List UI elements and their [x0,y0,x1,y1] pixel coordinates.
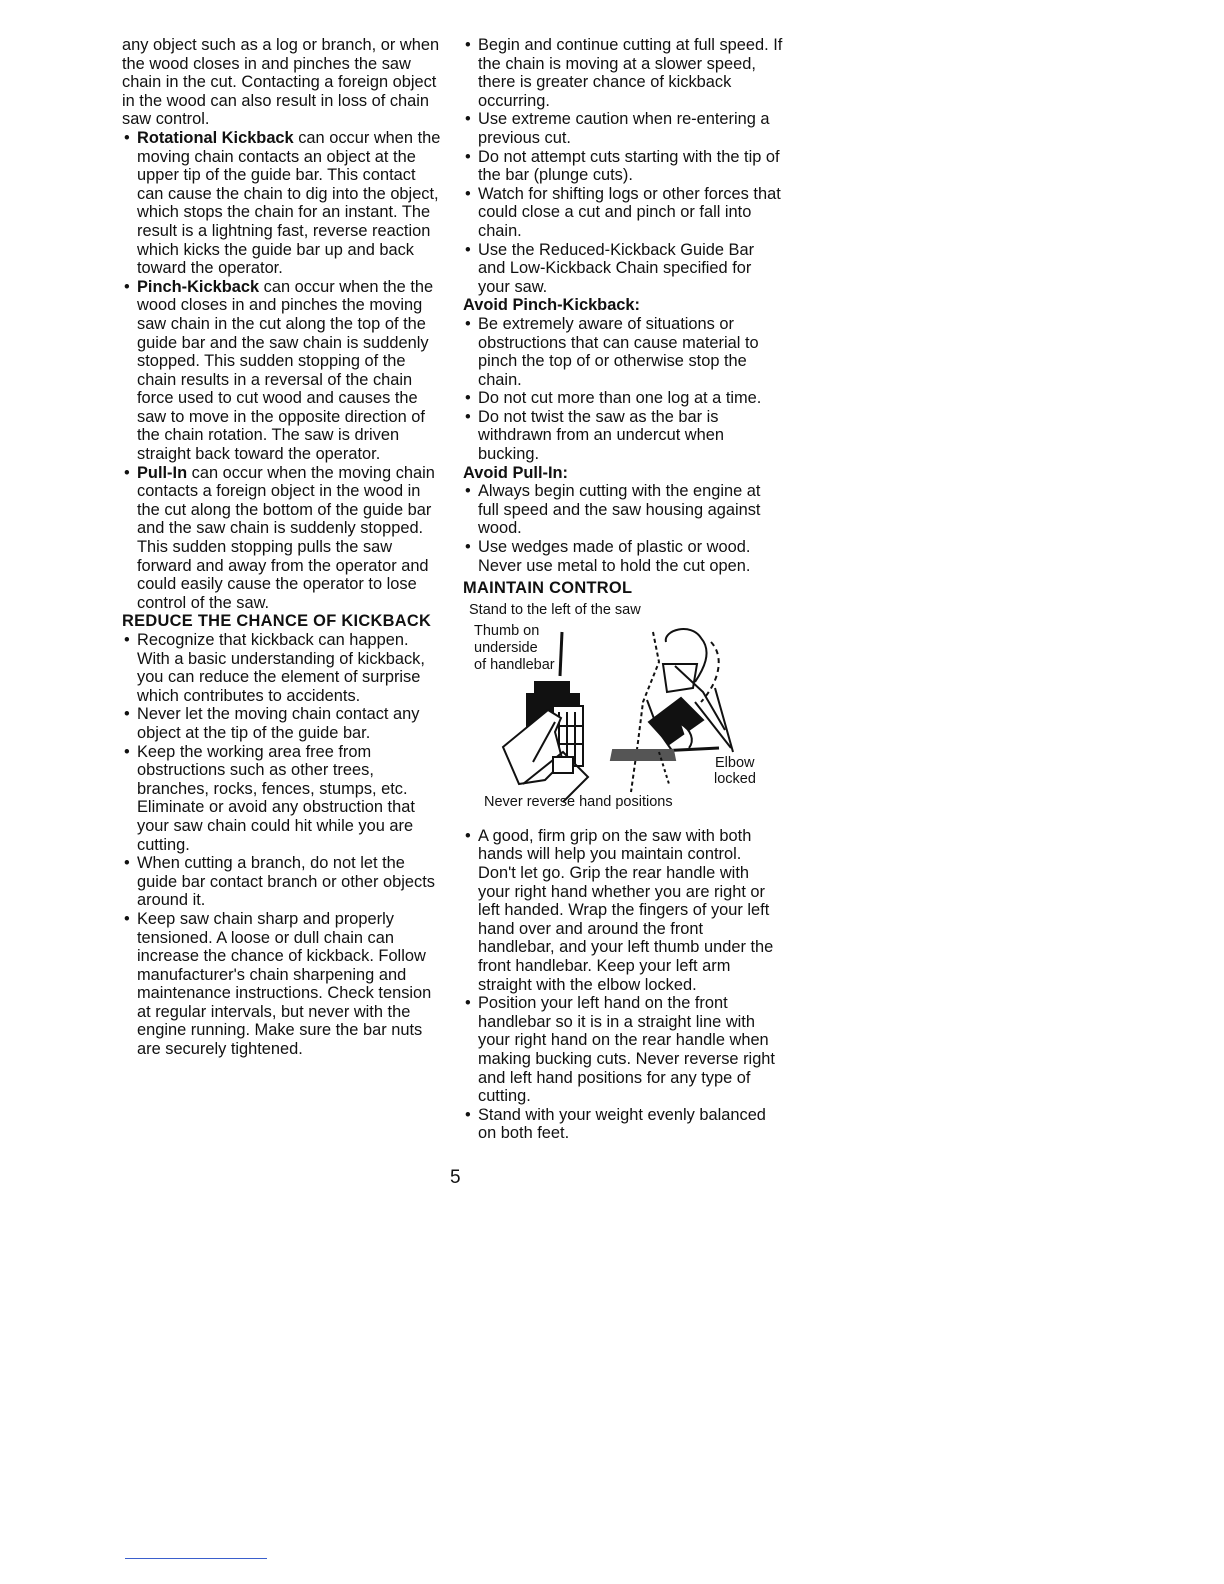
list-item: • Do not attempt cuts starting with the tip of the bar (plunge cuts). [463,148,783,185]
list-item: • A good, firm grip on the saw with both hands will help you maintain control. Don't let go. Grip the rear handle with your right hand whether you are right or left handed. Wrap the fingers of your left hand over and around the front handlebar, and your left thumb under the front handlebar. Keep your left arm straight with the elbow locked. [463,827,783,994]
figure-label-stand: Stand to the left of the saw [469,601,641,618]
figure-label-thumb-line1: Thumb on [474,622,540,639]
figure-label-thumb-line2: underside [474,639,538,656]
term: Pinch-Kickback [137,277,260,296]
section-heading-pull-in: Avoid Pull-In: [463,463,569,482]
list-item: • When cutting a branch, do not let the guide bar contact branch or other objects around it. [122,854,442,910]
list-item: • Begin and continue cutting at full speed. If the chain is moving at a slower speed, there is greater chance of kickback occurring. [463,36,783,110]
pull-in-list [463,482,783,575]
figure-label-elbow-line1: Elbow [715,754,755,771]
list-item: • Watch for shifting logs or other forces that could close a cut and pinch or fall into chain. [463,185,783,241]
list-item: • Position your left hand on the front handlebar so it is in a straight line with your right hand on the rear handle when making bucking cuts. Never reverse right and left hand positions for any type of cutting. [463,994,783,1106]
list-item: • Recognize that kickback can happen. With a basic understanding of kickback, you can reduce the element of surprise which contributes to accidents. [122,631,442,705]
list-item: • Use the Reduced-Kickback Guide Bar and Low-Kickback Chain specified for your saw. [463,241,783,297]
list-item: • Do not twist the saw as the bar is withdrawn from an undercut when bucking. [463,408,783,464]
maintain-control-list [463,827,783,1143]
page-number: 5 [450,1167,461,1188]
kickback-types-list [122,129,442,612]
right-column [463,36,783,1143]
list-item: • Keep the working area free from obstructions such as other trees, branches, rocks, fences, stumps, etc. Eliminate or avoid any obstruction that your saw chain could hit while you are cutting. [122,743,442,855]
term: Rotational Kickback [137,128,294,147]
general-safety-list [463,36,783,296]
list-item: • Do not cut more than one log at a time. [463,389,783,408]
left-column [122,36,442,1059]
list-item [122,129,442,278]
term-description: can occur when the the wood closes in and pinches the moving saw chain in the cut along the top of the guide bar and the saw chain is suddenly stopped. This sudden stopping of the chain results in a reversal of the chain force used to cut wood and causes the saw to move in the opposite direction of the chain rotation. The saw is driven straight back toward the operator. [137,277,434,464]
intro-paragraph: any object such as a log or branch, or when the wood closes in and pinches the saw chain in the cut. Contacting a foreign object in the wood can also result in loss of chain saw control. [122,36,440,129]
figure-label-thumb-line3: of handlebar [474,656,555,673]
list-item: • Be extremely aware of situations or obstructions that can cause material to pinch the top of or otherwise stop the chain. [463,315,783,389]
figure-label-elbow-line2: locked [714,770,756,787]
list-item: • Always begin cutting with the engine at full speed and the saw housing against wood. [463,482,783,538]
list-item: • Use wedges made of plastic or wood. Never use metal to hold the cut open. [463,538,783,575]
footer-divider [125,1558,267,1559]
reduce-kickback-list [122,631,442,1059]
list-item: • Use extreme caution when re-entering a previous cut. [463,110,783,147]
term-description: can occur when the moving chain contacts an object at the upper tip of the guide bar. This contact can cause the chain to dig into the object, which stops the chain for an instant. The result is a lightning fast, reverse reaction which kicks the guide bar up and back toward the operator. [137,128,441,278]
list-item [122,464,442,613]
section-heading-reduce-kickback: REDUCE THE CHANCE OF KICKBACK [122,612,432,631]
figure-caption: Never reverse hand positions [484,793,673,810]
list-item: • Keep saw chain sharp and properly tensioned. A loose or dull chain can increase the chance of kickback. Follow manufacturer's chain sharpening and maintenance instructions. Check tension at regular intervals, but never with the engine running. Make sure the bar nuts are securely tightened. [122,910,442,1059]
list-item [122,278,442,464]
section-heading-maintain-control: MAINTAIN CONTROL [463,579,633,598]
list-item: • Never let the moving chain contact any object at the tip of the guide bar. [122,705,442,742]
term: Pull-In [137,463,188,482]
section-heading-pinch-kickback: Avoid Pinch-Kickback: [463,296,640,315]
pinch-kickback-list [463,315,783,464]
hand-position-illustration [463,601,783,810]
term-description: can occur when the moving chain contacts a foreign object in the wood in the cut along the bottom of the guide bar and the saw chain is suddenly stopped. This sudden stopping pulls the saw forward and away from the operator and could easily cause the operator to lose control of the saw. [137,463,435,612]
list-item: • Stand with your weight evenly balanced on both feet. [463,1106,783,1143]
